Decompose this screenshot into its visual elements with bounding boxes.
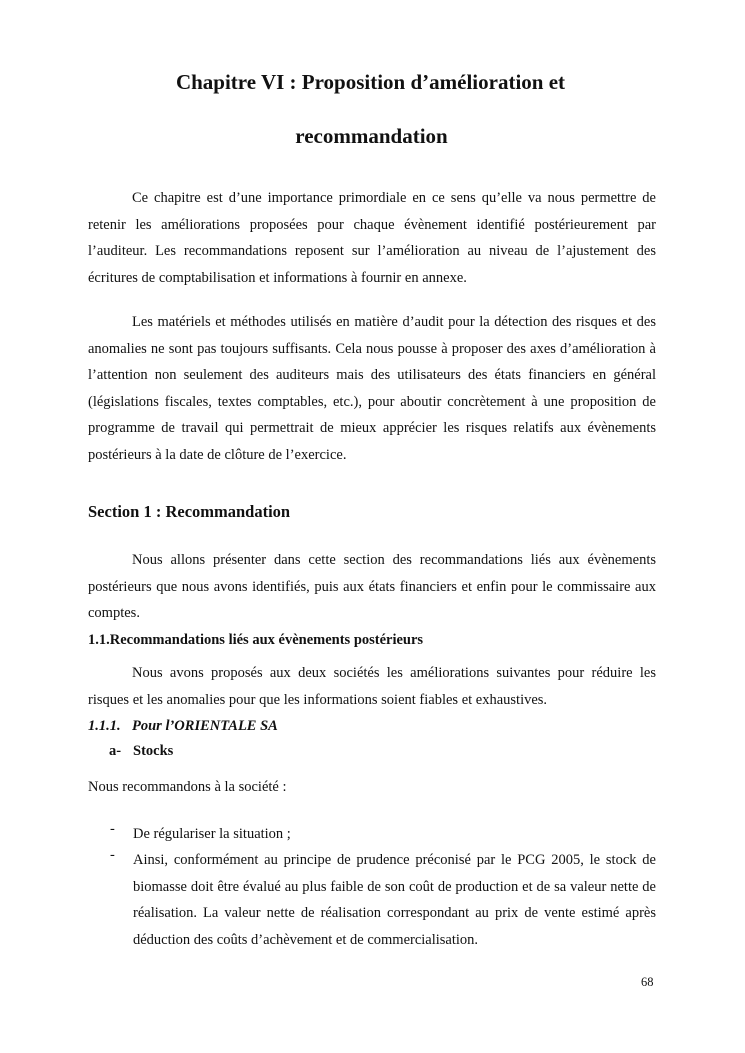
bullet-text: Ainsi, conformément au principe de prudence préconisé par le PCG 2005, le stock de biomasse doit être évalué au plus faible de son coût de production et de sa valeur nette de réalisation. La valeur nette de réalisation correspondant au prix de vente estimé après déduction des coûts d’achèvement et de commercialisation. [133,852,656,948]
subsubsection-heading [88,718,278,735]
subsubsection-title: Pour l’ORIENTALE SA [132,718,278,734]
subsection-heading: 1.1.Recommandations liés aux évènements postérieurs [88,632,424,648]
bullet-text: De régulariser la situation ; [133,826,291,842]
intro-paragraph-1: Ce chapitre est d’une importance primordiale en ce sens qu’elle va nous permettre de retenir les améliorations proposées pour chaque évènement identifié postérieurement par l’auditeur. Les recommandations reposent sur l’amélioration au niveau de l’ajustement des écritures de comptabilisation et informations à fournir en annexe. [88,190,656,286]
chapter-title-continued: recommandation [295,124,448,148]
bullet-dash: - [110,821,115,837]
item-heading [109,743,173,760]
item-letter: a- [109,743,122,759]
list-item [110,821,656,848]
list-item [110,847,656,953]
recommendation-lead: Nous recommandons à la société : [88,779,287,795]
section-paragraph: Nous allons présenter dans cette section des recommandations liés aux évènements postérieurs que nous avons identifiés, puis aux états financiers et enfin pour le commissaire aux comptes. [88,552,656,621]
section-heading: Section 1 : Recommandation [88,502,291,521]
item-title: Stocks [133,743,174,759]
subsubsection-number: 1.1.1. [88,718,121,734]
chapter-title: Chapitre VI : Proposition d’amélioration et [175,70,566,94]
intro-paragraph-2: Les matériels et méthodes utilisés en matière d’audit pour la détection des risques et des anomalies ne sont pas toujours suffisants. Cela nous pousse à proposer des axes d’amélioration à l’attention non seulement des auditeurs mais des utilisateurs des états financiers en général (législations fiscales, textes comptables, etc.), pour aboutir concrètement à une proposition de programme de travail qui permettrait de mieux apprécier les risques relatifs aux évènements postérieurs à la date de clôture de l’exercice. [88,314,656,463]
subsection-paragraph: Nous avons proposés aux deux sociétés les améliorations suivantes pour réduire les risques et les anomalies pour que les informations soient fiables et exhaustives. [88,665,656,708]
bullet-dash: - [110,847,115,863]
page-number: 68 [641,975,654,989]
